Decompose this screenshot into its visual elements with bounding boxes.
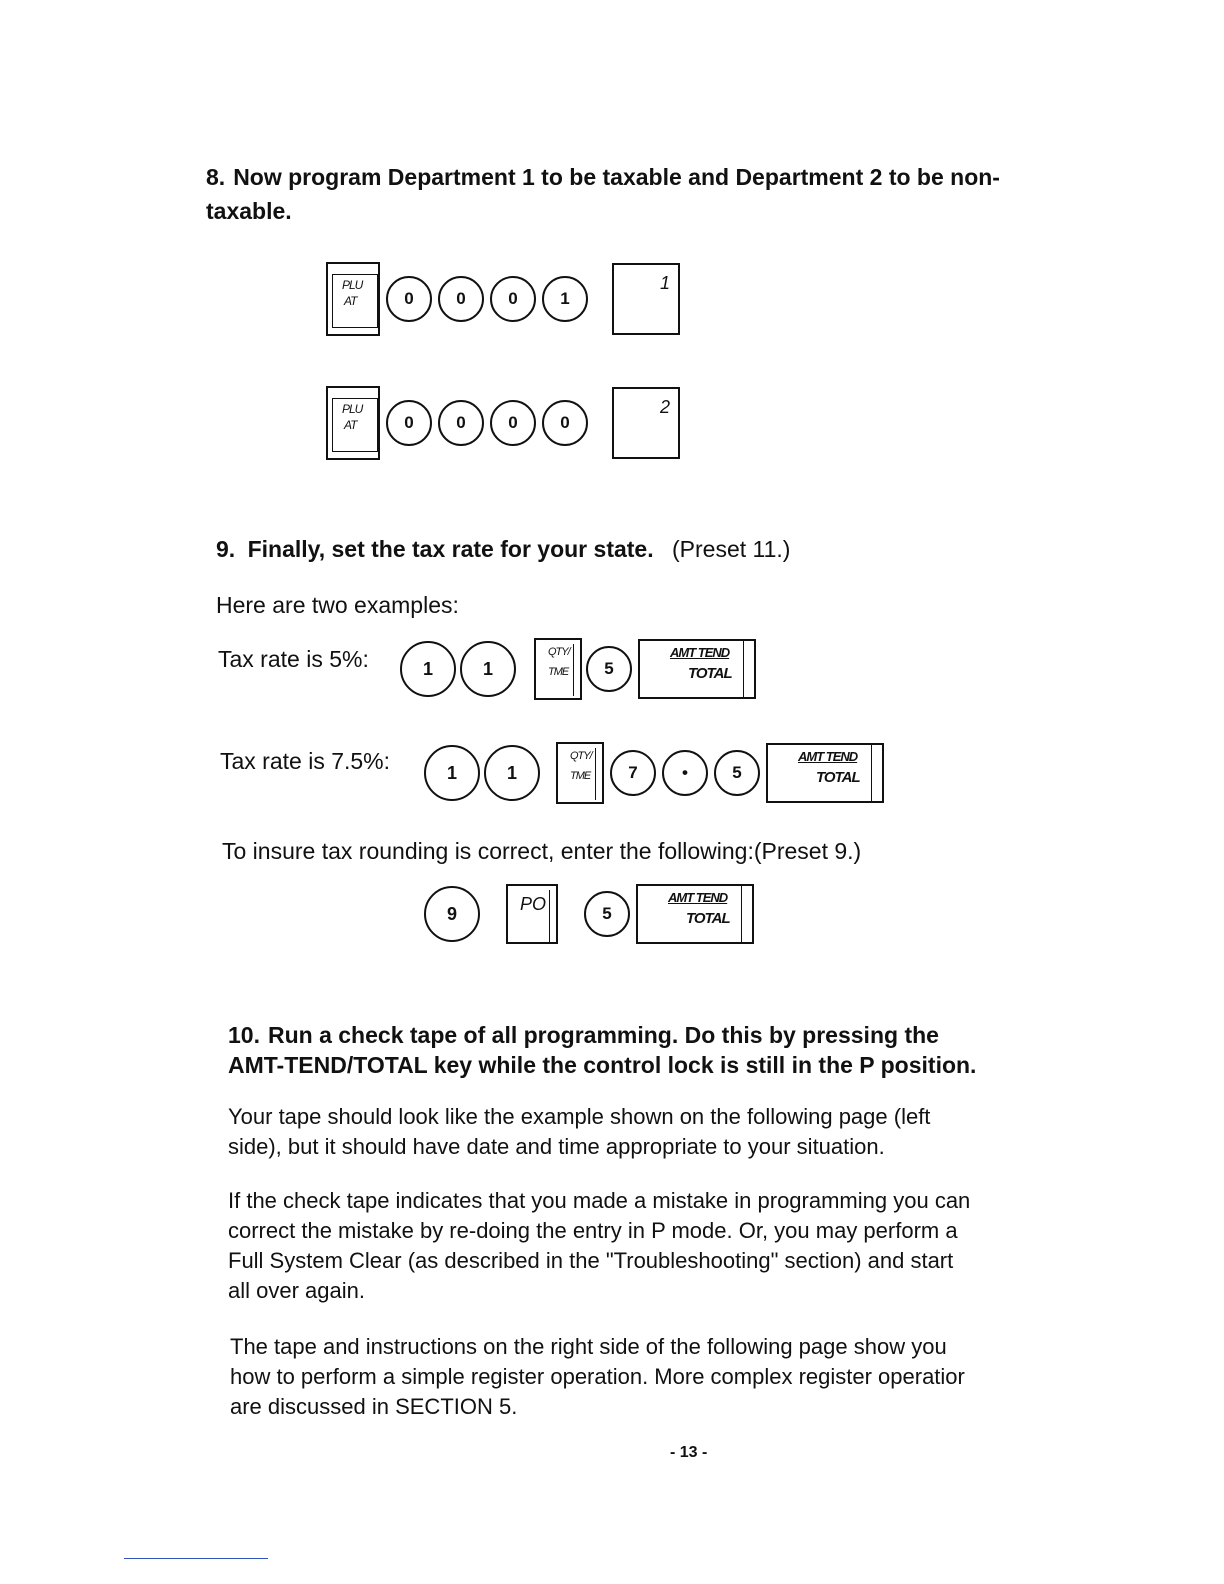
qty-time-key [556,742,604,804]
plu-at-key-bottom: AT [344,294,357,308]
paragraph-2-line4: all over again. [228,1278,365,1303]
page-number: - 13 - [670,1444,708,1461]
qty-time-key-bottom: TME [548,666,569,678]
paragraph-1 [228,1102,930,1162]
paragraph-3 [230,1332,965,1422]
qty-time-key-top: QTY/ [570,750,592,762]
rounding-keys [424,884,754,944]
plu-at-key-bottom: AT [344,418,357,432]
plu-at-key [326,386,380,460]
step8-row2 [326,386,680,460]
total-key-top: AMT TEND [668,890,728,905]
total-key-edge [743,641,745,697]
digit-key: 0 [386,276,432,322]
digit-key: 0 [490,276,536,322]
po-key [506,884,558,944]
qty-time-key-bottom: TME [570,770,591,782]
paragraph-3-line2: how to perform a simple register operation. More complex register operatior [230,1364,965,1389]
example1-label: Tax rate is 5%: [218,646,369,672]
amt-tend-total-key [638,639,756,699]
paragraph-2-line2: correct the mistake by re-doing the entry in P mode. Or, you may perform a [228,1218,958,1243]
step10-heading [228,1018,939,1052]
total-key-bottom: TOTAL [688,665,732,682]
paragraph-3-line3: are discussed in SECTION 5. [230,1394,518,1419]
qty-time-key-edge [595,748,597,800]
step9-title: Finally, set the tax rate for your state. [247,536,654,562]
digit-key: 0 [438,276,484,322]
qty-time-key [534,638,582,700]
decimal-key: • [662,750,708,796]
digit-key: 1 [542,276,588,322]
digit-key: 0 [438,400,484,446]
paragraph-2-line1: If the check tape indicates that you made a mistake in programming you can [228,1188,971,1213]
digit-key: 1 [424,745,480,801]
digit-key: 9 [424,886,480,942]
plu-at-key [326,262,380,336]
digit-key: 1 [400,641,456,697]
digit-key: 5 [714,750,760,796]
step10-title-line1: Run a check tape of all programming. Do this by pressing the [267,1022,939,1048]
step8-number: 8. [206,164,226,190]
digit-key: 1 [484,745,540,801]
department-key-1 [612,263,680,335]
digit-key: 0 [542,400,588,446]
po-key-label: PO [520,894,547,914]
example2-label: Tax rate is 7.5%: [220,748,391,774]
digit-key: 7 [610,750,656,796]
footer-rule [124,1558,268,1559]
digit-key: 1 [460,641,516,697]
step8-title-line2: taxable. [206,198,292,224]
total-key-bottom: TOTAL [686,910,730,927]
total-key-edge [871,745,873,801]
qty-time-key-edge [573,644,575,696]
digit-key: 5 [586,646,632,692]
digit-key: 0 [386,400,432,446]
plu-at-key-top: PLU [342,402,363,416]
step8-title-line1: Now program Department 1 to be taxable and Department 2 to be non- [233,164,1000,190]
step9-intro: Here are two examples: [216,592,459,618]
digit-key: 0 [490,400,536,446]
step9-heading [216,532,790,566]
step8-heading [206,160,1000,194]
step9-number: 9. [216,536,236,562]
paragraph-2 [228,1186,970,1306]
paragraph-1-line1: Your tape should look like the example shown on the following page (left [228,1104,931,1129]
qty-time-key-top: QTY/ [548,646,570,658]
total-key-bottom: TOTAL [816,769,860,786]
step9-preset-note: (Preset 11.) [672,536,791,562]
total-key-top: AMT TEND [798,749,858,764]
step10-number: 10. [228,1022,260,1048]
paragraph-3-line1: The tape and instructions on the right side of the following page show you [230,1334,947,1359]
step10-title-line2: AMT-TEND/TOTAL key while the control lock is still in the P position. [228,1052,977,1078]
total-key-edge [741,886,743,942]
rounding-text: To insure tax rounding is correct, enter the following:(Preset 9.) [222,838,862,864]
department-key-2-label: 2 [659,397,670,417]
example2-keys [424,742,884,804]
plu-at-key-top: PLU [342,278,363,292]
department-key-1-label: 1 [659,273,670,293]
paragraph-2-line3: Full System Clear (as described in the "Troubleshooting" section) and start [228,1248,954,1273]
amt-tend-total-key [636,884,754,944]
step8-row1 [326,262,680,336]
department-key-2 [612,387,680,459]
po-key-edge [549,890,551,942]
paragraph-1-line2: side), but it should have date and time appropriate to your situation. [228,1134,885,1159]
amt-tend-total-key [766,743,884,803]
total-key-top: AMT TEND [670,645,730,660]
digit-key: 5 [584,891,630,937]
example1-keys [400,638,756,700]
